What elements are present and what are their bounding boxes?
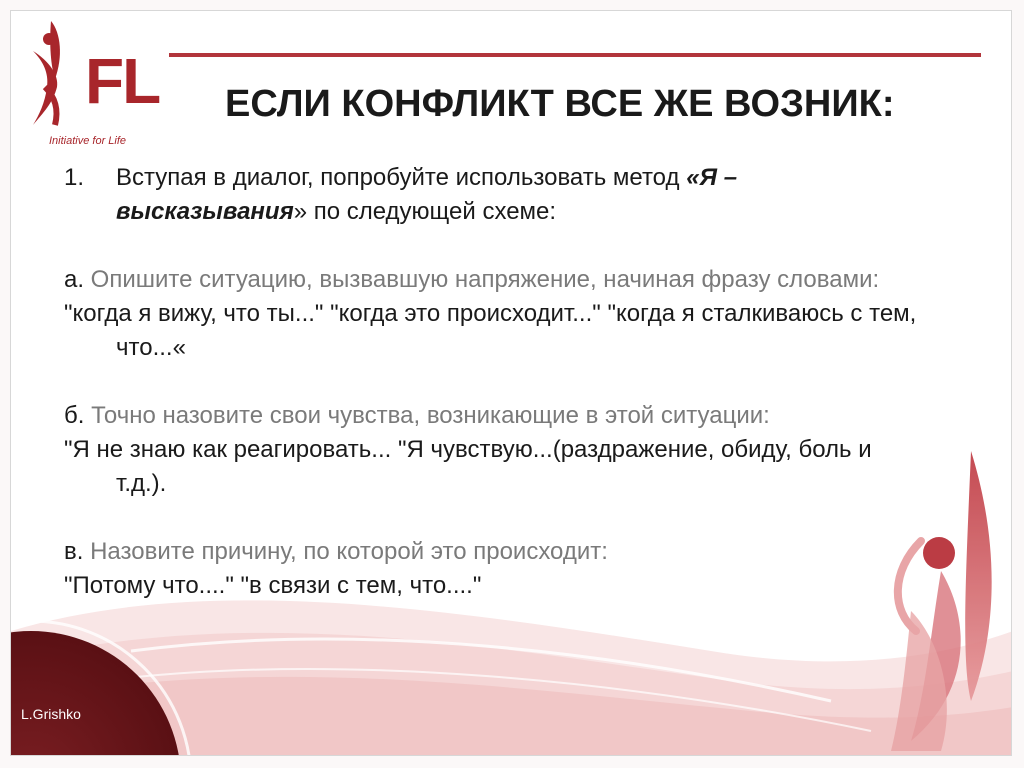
step-c-instruction [64, 535, 924, 569]
step-c-letter: в. [64, 538, 84, 565]
ifl-logo [25, 17, 165, 157]
step-c-examples: "Потому что...." "в связи с тем, что...." [64, 572, 482, 599]
slide-frame [10, 10, 1012, 756]
spacer [64, 365, 924, 399]
spacer [64, 501, 924, 535]
step-c-instruction-text: Назовите причину, по которой это происходит: [83, 538, 608, 565]
step-b-letter: б. [64, 402, 85, 429]
item-1-emphasis: «Я – высказывания [116, 164, 738, 225]
step-a-instruction [64, 263, 924, 297]
step-a-instruction-text: Опишите ситуацию, вызвавшую напряжение, начиная фразу словами: [84, 266, 880, 293]
header-rule [169, 53, 981, 57]
logo-mark: FL [85, 45, 160, 117]
logo-tagline: Initiative for Life [49, 135, 127, 147]
slide-content [64, 161, 924, 603]
logo-figure-icon [25, 17, 85, 127]
step-a-letter: а. [64, 266, 85, 293]
author-credit: L.Grishko [21, 706, 81, 722]
step-b-instruction [64, 399, 924, 433]
slide-title: ЕСЛИ КОНФЛИКТ ВСЕ ЖЕ ВОЗНИК: [225, 83, 895, 125]
item-1-text [116, 161, 924, 229]
step-a-examples: "когда я вижу, что ты..." "когда это происходит..." "когда я сталкиваюсь с тем, что...« [64, 300, 917, 361]
step-b-examples: "Я не знаю как реагировать... "Я чувствую...(раздражение, обиду, боль и т.д.). [64, 436, 872, 497]
spacer [64, 229, 924, 263]
item-1-text-before: Вступая в диалог, попробуйте использовать метод [116, 164, 687, 191]
item-1-text-after: » по следующей схеме: [293, 198, 557, 225]
numbered-item-1 [64, 161, 924, 229]
item-number: 1. [64, 164, 85, 191]
step-b-instruction-text: Точно назовите свои чувства, возникающие в этой ситуации: [84, 402, 770, 429]
